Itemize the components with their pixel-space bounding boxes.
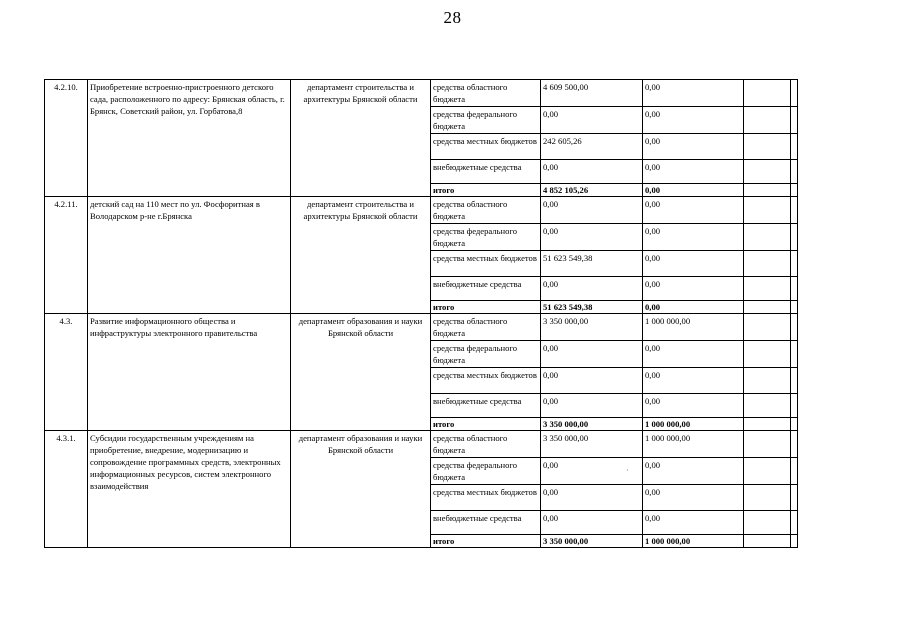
- empty-cell: [744, 301, 791, 314]
- total-label: итого: [431, 418, 541, 431]
- amount-year-1: 0,00: [541, 368, 643, 394]
- amount-year-2: 0,00: [643, 458, 744, 485]
- funding-source: внебюджетные средства: [431, 394, 541, 418]
- empty-cell: [791, 251, 798, 277]
- amount-year-2: 0,00: [643, 341, 744, 368]
- empty-cell: [791, 197, 798, 224]
- empty-cell: [744, 184, 791, 197]
- amount-year-2: 0,00: [643, 277, 744, 301]
- item-number: 4.3.1.: [45, 431, 88, 548]
- empty-cell: [791, 301, 798, 314]
- total-year-2: 0,00: [643, 184, 744, 197]
- amount-year-2: 0,00: [643, 224, 744, 251]
- empty-cell: [791, 431, 798, 458]
- empty-cell: [791, 535, 798, 548]
- funding-row: [45, 431, 798, 458]
- amount-year-2: 0,00: [643, 134, 744, 160]
- item-number: 4.3.: [45, 314, 88, 431]
- total-label: итого: [431, 184, 541, 197]
- amount-year-2: 0,00: [643, 368, 744, 394]
- empty-cell: [744, 341, 791, 368]
- funding-source: средства областного бюджета: [431, 431, 541, 458]
- amount-year-1: 0,00: [541, 160, 643, 184]
- budget-table: [44, 79, 798, 548]
- item-number: 4.2.11.: [45, 197, 88, 314]
- amount-year-2: 0,00: [643, 251, 744, 277]
- amount-year-1: 0,00: [541, 511, 643, 535]
- total-year-1: 3 350 000,00: [541, 535, 643, 548]
- empty-cell: [744, 134, 791, 160]
- empty-cell: [791, 511, 798, 535]
- amount-year-1: 0,00: [541, 277, 643, 301]
- amount-year-1: 0,00: [541, 107, 643, 134]
- empty-cell: [791, 134, 798, 160]
- empty-cell: [744, 197, 791, 224]
- empty-cell: [744, 431, 791, 458]
- amount-year-1: 0,00: [541, 485, 643, 511]
- funding-source: внебюджетные средства: [431, 160, 541, 184]
- empty-cell: [744, 394, 791, 418]
- amount-year-2: 0,00: [643, 394, 744, 418]
- funding-source: средства федерального бюджета: [431, 458, 541, 485]
- empty-cell: [791, 458, 798, 485]
- amount-year-2: 1 000 000,00: [643, 431, 744, 458]
- amount-year-2: 0,00: [643, 511, 744, 535]
- amount-year-1: 0,00: [541, 394, 643, 418]
- responsible-department: департамент строительства и архитектуры Брянской области: [291, 80, 431, 197]
- item-name: детский сад на 110 мест по ул. Фосфоритная в Володарском р-не г.Брянска: [88, 197, 291, 314]
- total-label: итого: [431, 535, 541, 548]
- stray-mark: ·: [626, 466, 629, 475]
- total-year-2: 1 000 000,00: [643, 535, 744, 548]
- amount-year-2: 0,00: [643, 80, 744, 107]
- empty-cell: [744, 418, 791, 431]
- empty-cell: [791, 341, 798, 368]
- amount-year-2: 0,00: [643, 485, 744, 511]
- empty-cell: [744, 160, 791, 184]
- responsible-department: департамент строительства и архитектуры Брянской области: [291, 197, 431, 314]
- total-year-2: 0,00: [643, 301, 744, 314]
- funding-source: средства областного бюджета: [431, 80, 541, 107]
- empty-cell: [791, 485, 798, 511]
- empty-cell: [744, 314, 791, 341]
- empty-cell: [744, 80, 791, 107]
- funding-source: внебюджетные средства: [431, 277, 541, 301]
- funding-source: средства федерального бюджета: [431, 224, 541, 251]
- total-year-1: 51 623 549,38: [541, 301, 643, 314]
- empty-cell: [744, 535, 791, 548]
- empty-cell: [744, 224, 791, 251]
- total-year-1: 4 852 105,26: [541, 184, 643, 197]
- empty-cell: [791, 418, 798, 431]
- item-number: 4.2.10.: [45, 80, 88, 197]
- amount-year-2: 0,00: [643, 197, 744, 224]
- funding-source: средства местных бюджетов: [431, 368, 541, 394]
- empty-cell: [744, 368, 791, 394]
- funding-source: средства местных бюджетов: [431, 251, 541, 277]
- amount-year-1: 3 350 000,00: [541, 431, 643, 458]
- funding-source: внебюджетные средства: [431, 511, 541, 535]
- funding-source: средства областного бюджета: [431, 197, 541, 224]
- empty-cell: [744, 107, 791, 134]
- empty-cell: [744, 251, 791, 277]
- item-name: Субсидии государственным учреждениям на приобретение, внедрение, модернизацию и сопровождение программных средств, электронных информационных ресурсов, систем электронного взаимодействия: [88, 431, 291, 548]
- funding-row: [45, 80, 798, 107]
- amount-year-2: 0,00: [643, 107, 744, 134]
- responsible-department: департамент образования и науки Брянской области: [291, 431, 431, 548]
- amount-year-1: 4 609 500,00: [541, 80, 643, 107]
- amount-year-1: 0,00: [541, 224, 643, 251]
- total-label: итого: [431, 301, 541, 314]
- amount-year-1: 51 623 549,38: [541, 251, 643, 277]
- amount-year-1: 0,00: [541, 197, 643, 224]
- amount-year-1: 0,00: [541, 341, 643, 368]
- item-name: Приобретение встроенно-пристроенного детского сада, расположенного по адресу: Брянская область, г. Брянск, Советский район, ул. Горбатова,8: [88, 80, 291, 197]
- funding-source: средства областного бюджета: [431, 314, 541, 341]
- empty-cell: [744, 458, 791, 485]
- total-year-1: 3 350 000,00: [541, 418, 643, 431]
- funding-row: [45, 314, 798, 341]
- funding-source: средства федерального бюджета: [431, 341, 541, 368]
- empty-cell: [791, 314, 798, 341]
- amount-year-2: 1 000 000,00: [643, 314, 744, 341]
- empty-cell: [791, 224, 798, 251]
- amount-year-1: 242 605,26: [541, 134, 643, 160]
- amount-year-1: 3 350 000,00: [541, 314, 643, 341]
- funding-row: [45, 197, 798, 224]
- empty-cell: [744, 511, 791, 535]
- budget-table-body: [45, 80, 798, 548]
- empty-cell: [791, 368, 798, 394]
- empty-cell: [791, 80, 798, 107]
- funding-source: средства местных бюджетов: [431, 134, 541, 160]
- empty-cell: [791, 160, 798, 184]
- amount-year-1: 0,00: [541, 458, 643, 485]
- empty-cell: [791, 107, 798, 134]
- responsible-department: департамент образования и науки Брянской области: [291, 314, 431, 431]
- total-year-2: 1 000 000,00: [643, 418, 744, 431]
- empty-cell: [744, 485, 791, 511]
- empty-cell: [744, 277, 791, 301]
- empty-cell: [791, 394, 798, 418]
- empty-cell: [791, 184, 798, 197]
- funding-source: средства федерального бюджета: [431, 107, 541, 134]
- page-number: 28: [443, 8, 462, 27]
- amount-year-2: 0,00: [643, 160, 744, 184]
- item-name: Развитие информационного общества и инфраструктуры электронного правительства: [88, 314, 291, 431]
- funding-source: средства местных бюджетов: [431, 485, 541, 511]
- empty-cell: [791, 277, 798, 301]
